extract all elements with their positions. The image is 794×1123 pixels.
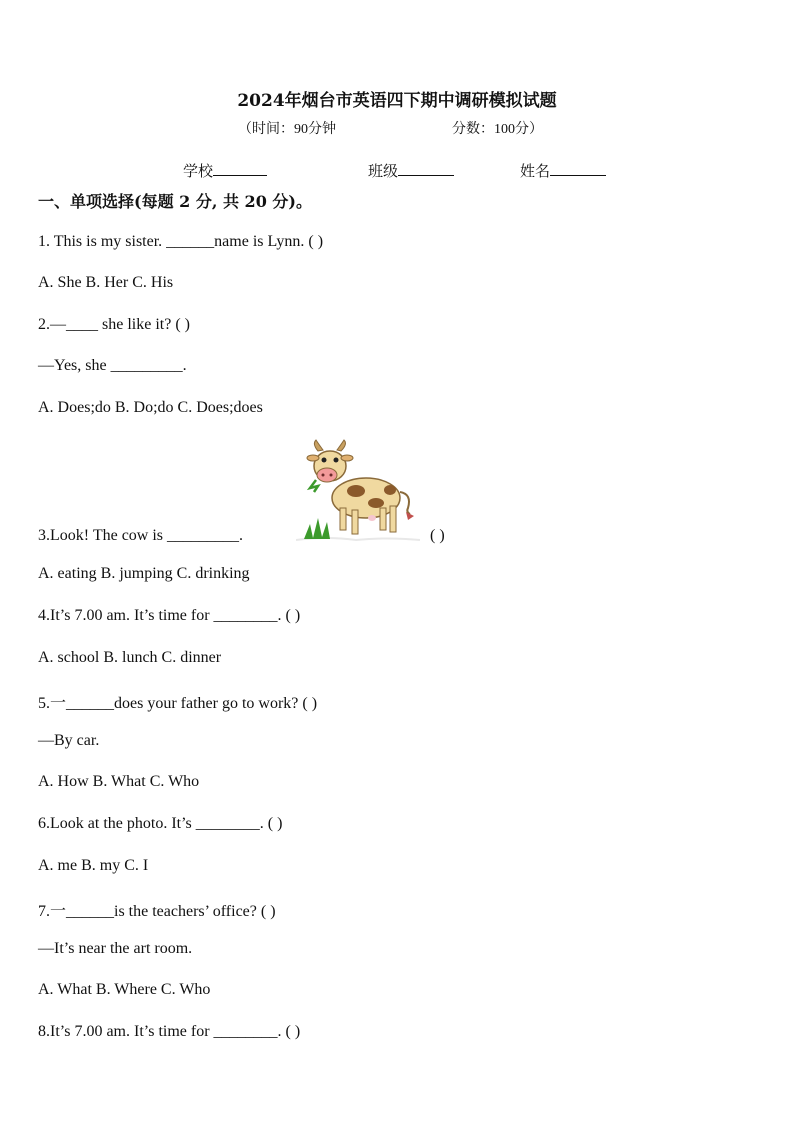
question-5-answer-line: —By car. — [38, 732, 100, 749]
question-2-options: A. Does;do B. Do;do C. Does;does — [38, 399, 263, 416]
section-heading: 一、单项选择(每题 2 分, 共 20 分)。 — [38, 192, 312, 211]
name-field[interactable] — [520, 160, 606, 181]
school-field[interactable] — [183, 160, 267, 181]
exam-time: （时间：90分钟 — [238, 122, 336, 137]
question-5-options: A. How B. What C. Who — [38, 773, 200, 790]
cow-icon — [296, 436, 420, 544]
question-7-answer-line: —It’s near the art room. — [38, 940, 193, 957]
question-3-bracket: ( ) — [430, 527, 445, 544]
page-title: 2024年烟台市英语四下期中调研模拟试题 — [237, 91, 557, 111]
class-label: 班级 — [368, 164, 399, 180]
name-label: 姓名 — [520, 164, 551, 180]
school-blank[interactable] — [213, 161, 267, 176]
question-8: 8.It’s 7.00 am. It’s time for ________. ( ) — [38, 1023, 301, 1040]
class-field[interactable] — [368, 160, 454, 181]
question-4: 4.It’s 7.00 am. It’s time for ________. ( ) — [38, 607, 301, 624]
question-2-answer-line: —Yes, she _________. — [38, 357, 187, 374]
class-blank[interactable] — [398, 161, 454, 176]
question-1-options: A. She B. Her C. His — [38, 274, 174, 291]
name-blank[interactable] — [550, 161, 606, 176]
question-3-options: A. eating B. jumping C. drinking — [38, 565, 250, 582]
question-7-options: A. What B. Where C. Who — [38, 981, 211, 998]
question-6-options: A. me B. my C. I — [38, 857, 149, 874]
question-4-options: A. school B. lunch C. dinner — [38, 649, 222, 666]
question-3: 3.Look! The cow is _________. — [38, 527, 244, 544]
question-5: 5.一______does your father go to work? ( ) — [38, 695, 318, 712]
exam-score: 分数：100分） — [452, 122, 543, 137]
question-6: 6.Look at the photo. It’s ________. ( ) — [38, 815, 283, 832]
question-2: 2.—____ she like it? ( ) — [38, 316, 190, 333]
question-1: 1. This is my sister. ______name is Lynn. ( ) — [38, 233, 324, 250]
question-7: 7.一______is the teachers’ office? ( ) — [38, 903, 276, 920]
school-label: 学校 — [183, 164, 214, 180]
